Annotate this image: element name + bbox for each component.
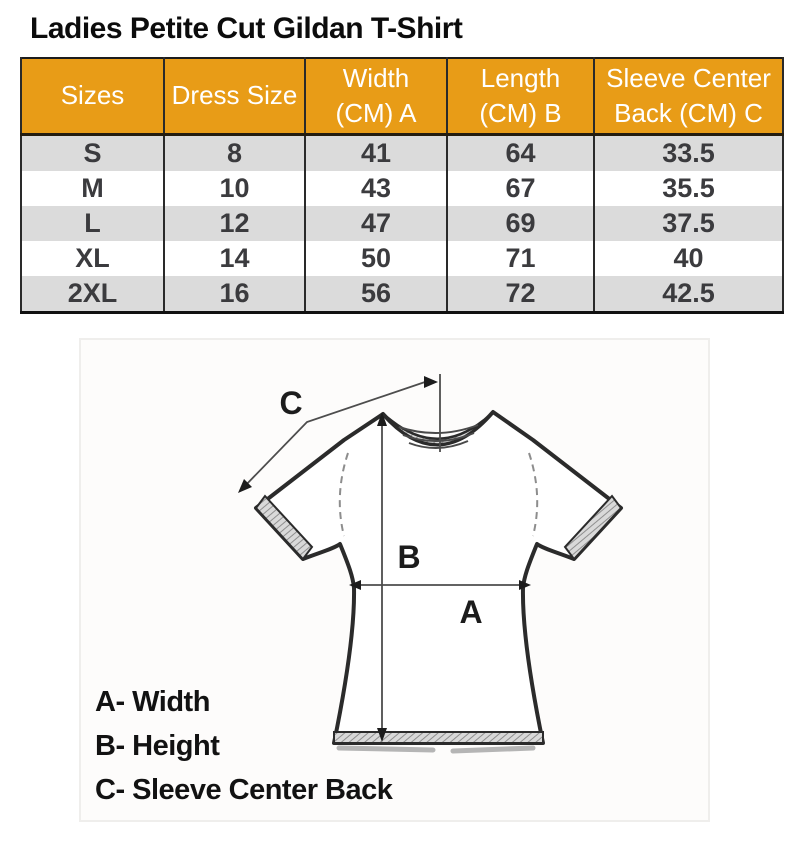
table-cell: 40 <box>594 241 783 276</box>
table-cell: 35.5 <box>594 171 783 206</box>
size-chart-table <box>20 57 784 314</box>
legend-item-width: A- Width <box>95 686 210 718</box>
table-cell: L <box>21 206 164 241</box>
page-title: Ladies Petite Cut Gildan T-Shirt <box>30 12 463 45</box>
header-length <box>447 58 594 135</box>
table-cell: 8 <box>164 135 305 172</box>
table-cell: 41 <box>305 135 447 172</box>
table-cell: 37.5 <box>594 206 783 241</box>
table-body <box>21 135 783 313</box>
label-c: C <box>279 385 303 421</box>
table-row <box>21 241 783 276</box>
table-cell: 47 <box>305 206 447 241</box>
measurement-diagram-panel <box>79 338 710 822</box>
table-row <box>21 206 783 241</box>
table-cell: 67 <box>447 171 594 206</box>
table-header <box>21 58 783 135</box>
table-cell: 64 <box>447 135 594 172</box>
header-sleeve-center-back <box>594 58 783 135</box>
table-cell: 56 <box>305 276 447 313</box>
table-cell: S <box>21 135 164 172</box>
legend-item-sleeve-center-back: C- Sleeve Center Back <box>95 774 393 806</box>
table-cell: 16 <box>164 276 305 313</box>
table-cell: 12 <box>164 206 305 241</box>
header-row <box>21 58 783 135</box>
header-line: Sizes <box>60 80 125 111</box>
table-cell: 42.5 <box>594 276 783 313</box>
table-cell: 50 <box>305 241 447 276</box>
table-row <box>21 276 783 313</box>
table-cell: 71 <box>447 241 594 276</box>
table-cell: M <box>21 171 164 206</box>
table-cell: 69 <box>447 206 594 241</box>
header-line: Sleeve Center <box>606 62 771 93</box>
header-line: (CM) B <box>479 98 562 128</box>
table-cell: 10 <box>164 171 305 206</box>
label-a: A <box>459 594 483 630</box>
table-cell: 33.5 <box>594 135 783 172</box>
header-line: Dress Size <box>171 80 298 111</box>
header-line: Back (CM) C <box>614 98 763 128</box>
header-dress-size <box>164 58 305 135</box>
table-cell: 72 <box>447 276 594 313</box>
header-line: Length <box>480 62 561 93</box>
legend-item-height: B- Height <box>95 730 220 762</box>
header-width <box>305 58 447 135</box>
header-sizes <box>21 58 164 135</box>
table-cell: 43 <box>305 171 447 206</box>
table-cell: 14 <box>164 241 305 276</box>
label-b: B <box>397 539 421 575</box>
hem-shadow <box>453 748 533 751</box>
table-row <box>21 171 783 206</box>
table-row <box>21 135 783 172</box>
diagram-legend <box>95 680 392 812</box>
header-line: Width <box>342 62 410 93</box>
table-cell: 2XL <box>21 276 164 313</box>
table-cell: XL <box>21 241 164 276</box>
header-line: (CM) A <box>335 98 417 128</box>
arrowhead-c-end <box>424 376 438 388</box>
